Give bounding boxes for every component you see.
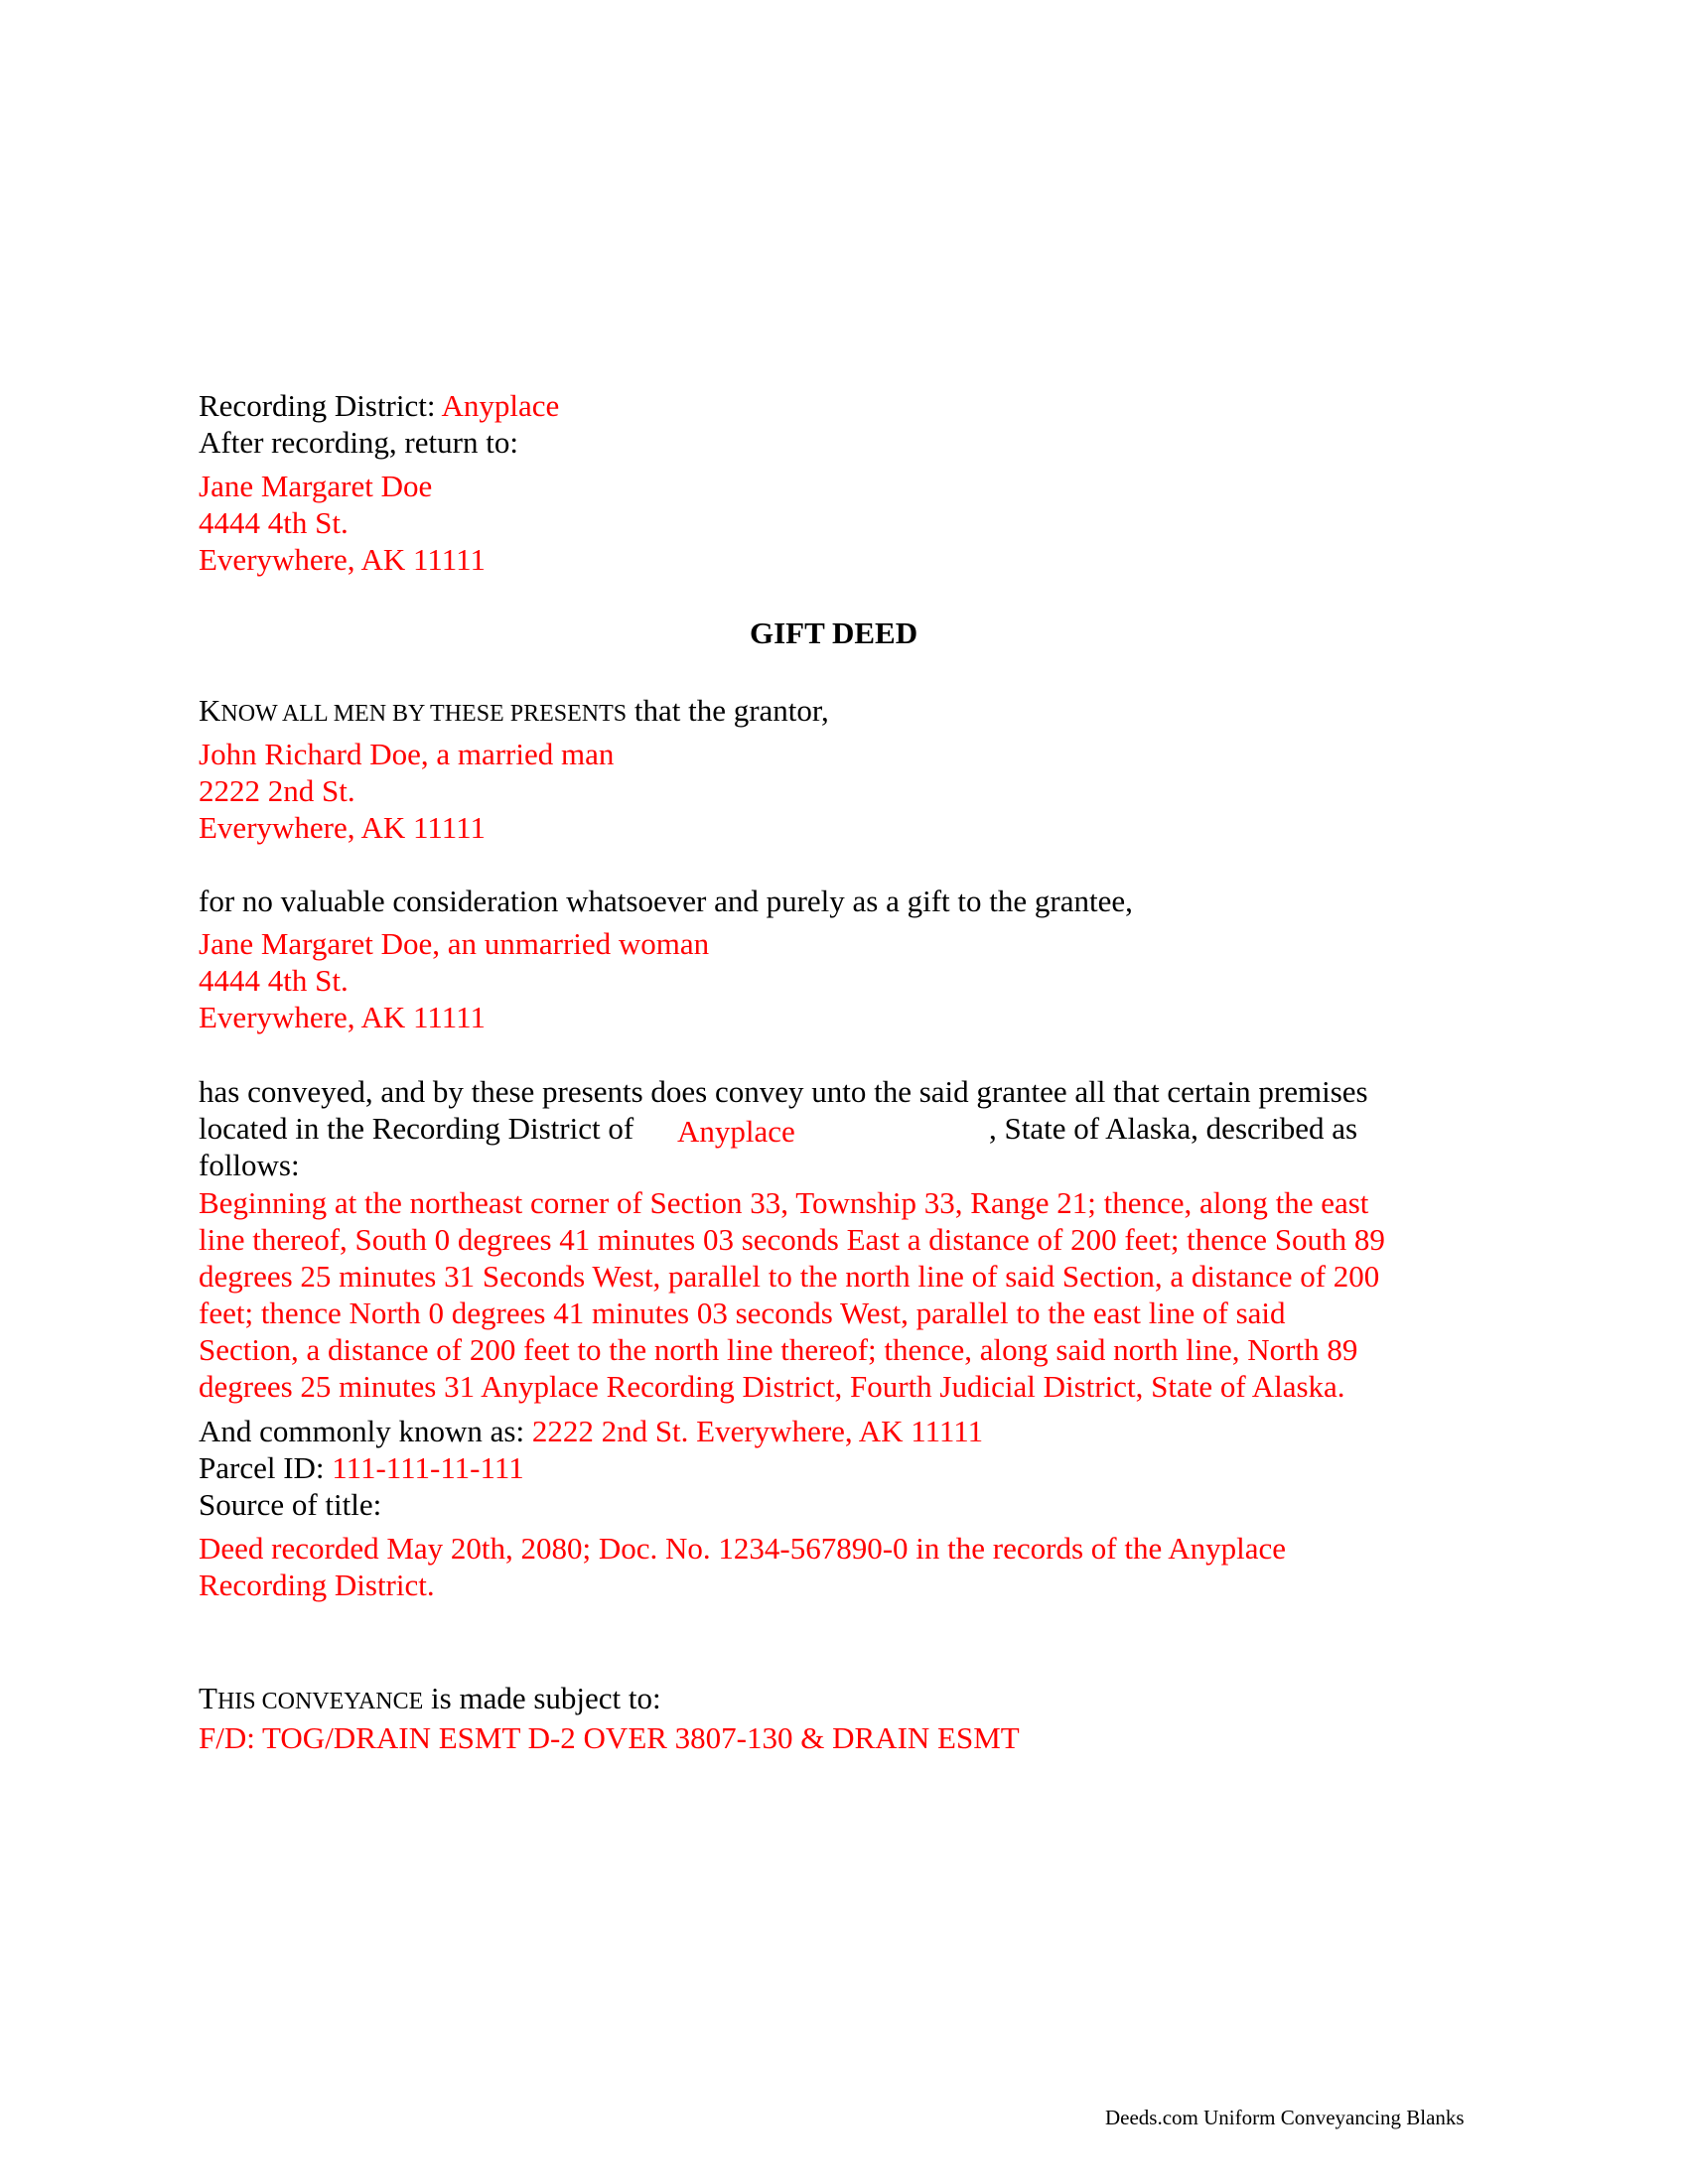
return-street: 4444 4th St. — [199, 505, 349, 540]
legal-description — [199, 1184, 1489, 1405]
known-as-value: 2222 2nd St. Everywhere, AK 11111 — [531, 1414, 984, 1448]
return-name: Jane Margaret Doe — [199, 469, 433, 503]
legal-description-line: Section, a distance of 200 feet to the north line thereof; thence, along said north line, North 89 — [199, 1332, 1358, 1367]
grantor-intro-initial: K — [199, 693, 221, 728]
grantor-intro-smallcaps: NOW ALL MEN BY THESE PRESENTS — [220, 701, 628, 727]
grantor-intro-rest: that the grantor, — [627, 693, 829, 728]
grantee-city: Everywhere, AK 11111 — [199, 1000, 486, 1034]
legal-description-line: feet; thence North 0 degrees 41 minutes 03 seconds West, parallel to the east line of said — [199, 1296, 1286, 1330]
grantee-intro: for no valuable consideration whatsoever and purely as a gift to the grantee, — [199, 884, 1133, 918]
footer-text: Deeds.com Uniform Conveyancing Blanks — [1105, 2106, 1465, 2129]
legal-description-line: line thereof, South 0 degrees 41 minutes 03 seconds East a distance of 200 feet; thence South 89 — [199, 1222, 1385, 1257]
subject-to-smallcaps: HIS CONVEYANCE — [216, 1689, 424, 1714]
subject-to-initial: T — [199, 1681, 217, 1715]
recording-district-line — [199, 387, 559, 424]
grantee-street: 4444 4th St. — [199, 963, 349, 998]
conveyance-line-2-suffix: , State of Alaska, described as — [989, 1111, 1358, 1146]
source-of-title-line-2: Recording District. — [199, 1568, 435, 1602]
parcel-label: Parcel ID: — [199, 1450, 325, 1485]
parcel-value: 111-111-11-111 — [332, 1450, 524, 1485]
subject-to-rest: is made subject to: — [423, 1681, 661, 1715]
known-as-line — [199, 1413, 983, 1449]
document-title: GIFT DEED — [750, 615, 918, 650]
legal-description-line: Beginning at the northeast corner of Section 33, Township 33, Range 21; thence, along the east — [199, 1185, 1369, 1220]
grantee-name: Jane Margaret Doe, an unmarried woman — [199, 926, 710, 961]
return-city: Everywhere, AK 11111 — [199, 542, 486, 577]
source-of-title-label: Source of title: — [199, 1487, 382, 1522]
grantor-intro — [199, 692, 829, 733]
grantor-city: Everywhere, AK 11111 — [199, 810, 486, 845]
return-to-label: After recording, return to: — [199, 425, 518, 460]
conveyance-line-3: follows: — [199, 1148, 300, 1182]
grantor-name: John Richard Doe, a married man — [199, 737, 615, 771]
subject-to-value: F/D: TOG/DRAIN ESMT D-2 OVER 3807-130 & DRAIN ESMT — [199, 1720, 1020, 1755]
recording-district-value: Anyplace — [441, 388, 560, 423]
grantor-street: 2222 2nd St. — [199, 773, 355, 808]
conveyance-line-1: has conveyed, and by these presents does convey unto the said grantee all that certain premises — [199, 1074, 1368, 1109]
source-of-title-line-1: Deed recorded May 20th, 2080; Doc. No. 1234-567890-0 in the records of the Anyplace — [199, 1531, 1287, 1566]
subject-to-label — [199, 1680, 661, 1720]
known-as-label: And commonly known as: — [199, 1414, 525, 1448]
legal-description-line: degrees 25 minutes 31 Anyplace Recording District, Fourth Judicial District, State of Alaska. — [199, 1369, 1345, 1404]
conveyance-line-2-prefix: located in the Recording District of — [199, 1111, 634, 1146]
conveyance-district: Anyplace — [677, 1114, 795, 1149]
recording-district-label: Recording District: — [199, 388, 436, 423]
legal-description-line: degrees 25 minutes 31 Seconds West, parallel to the north line of said Section, a distance of 200 — [199, 1259, 1380, 1294]
parcel-line — [199, 1449, 524, 1486]
